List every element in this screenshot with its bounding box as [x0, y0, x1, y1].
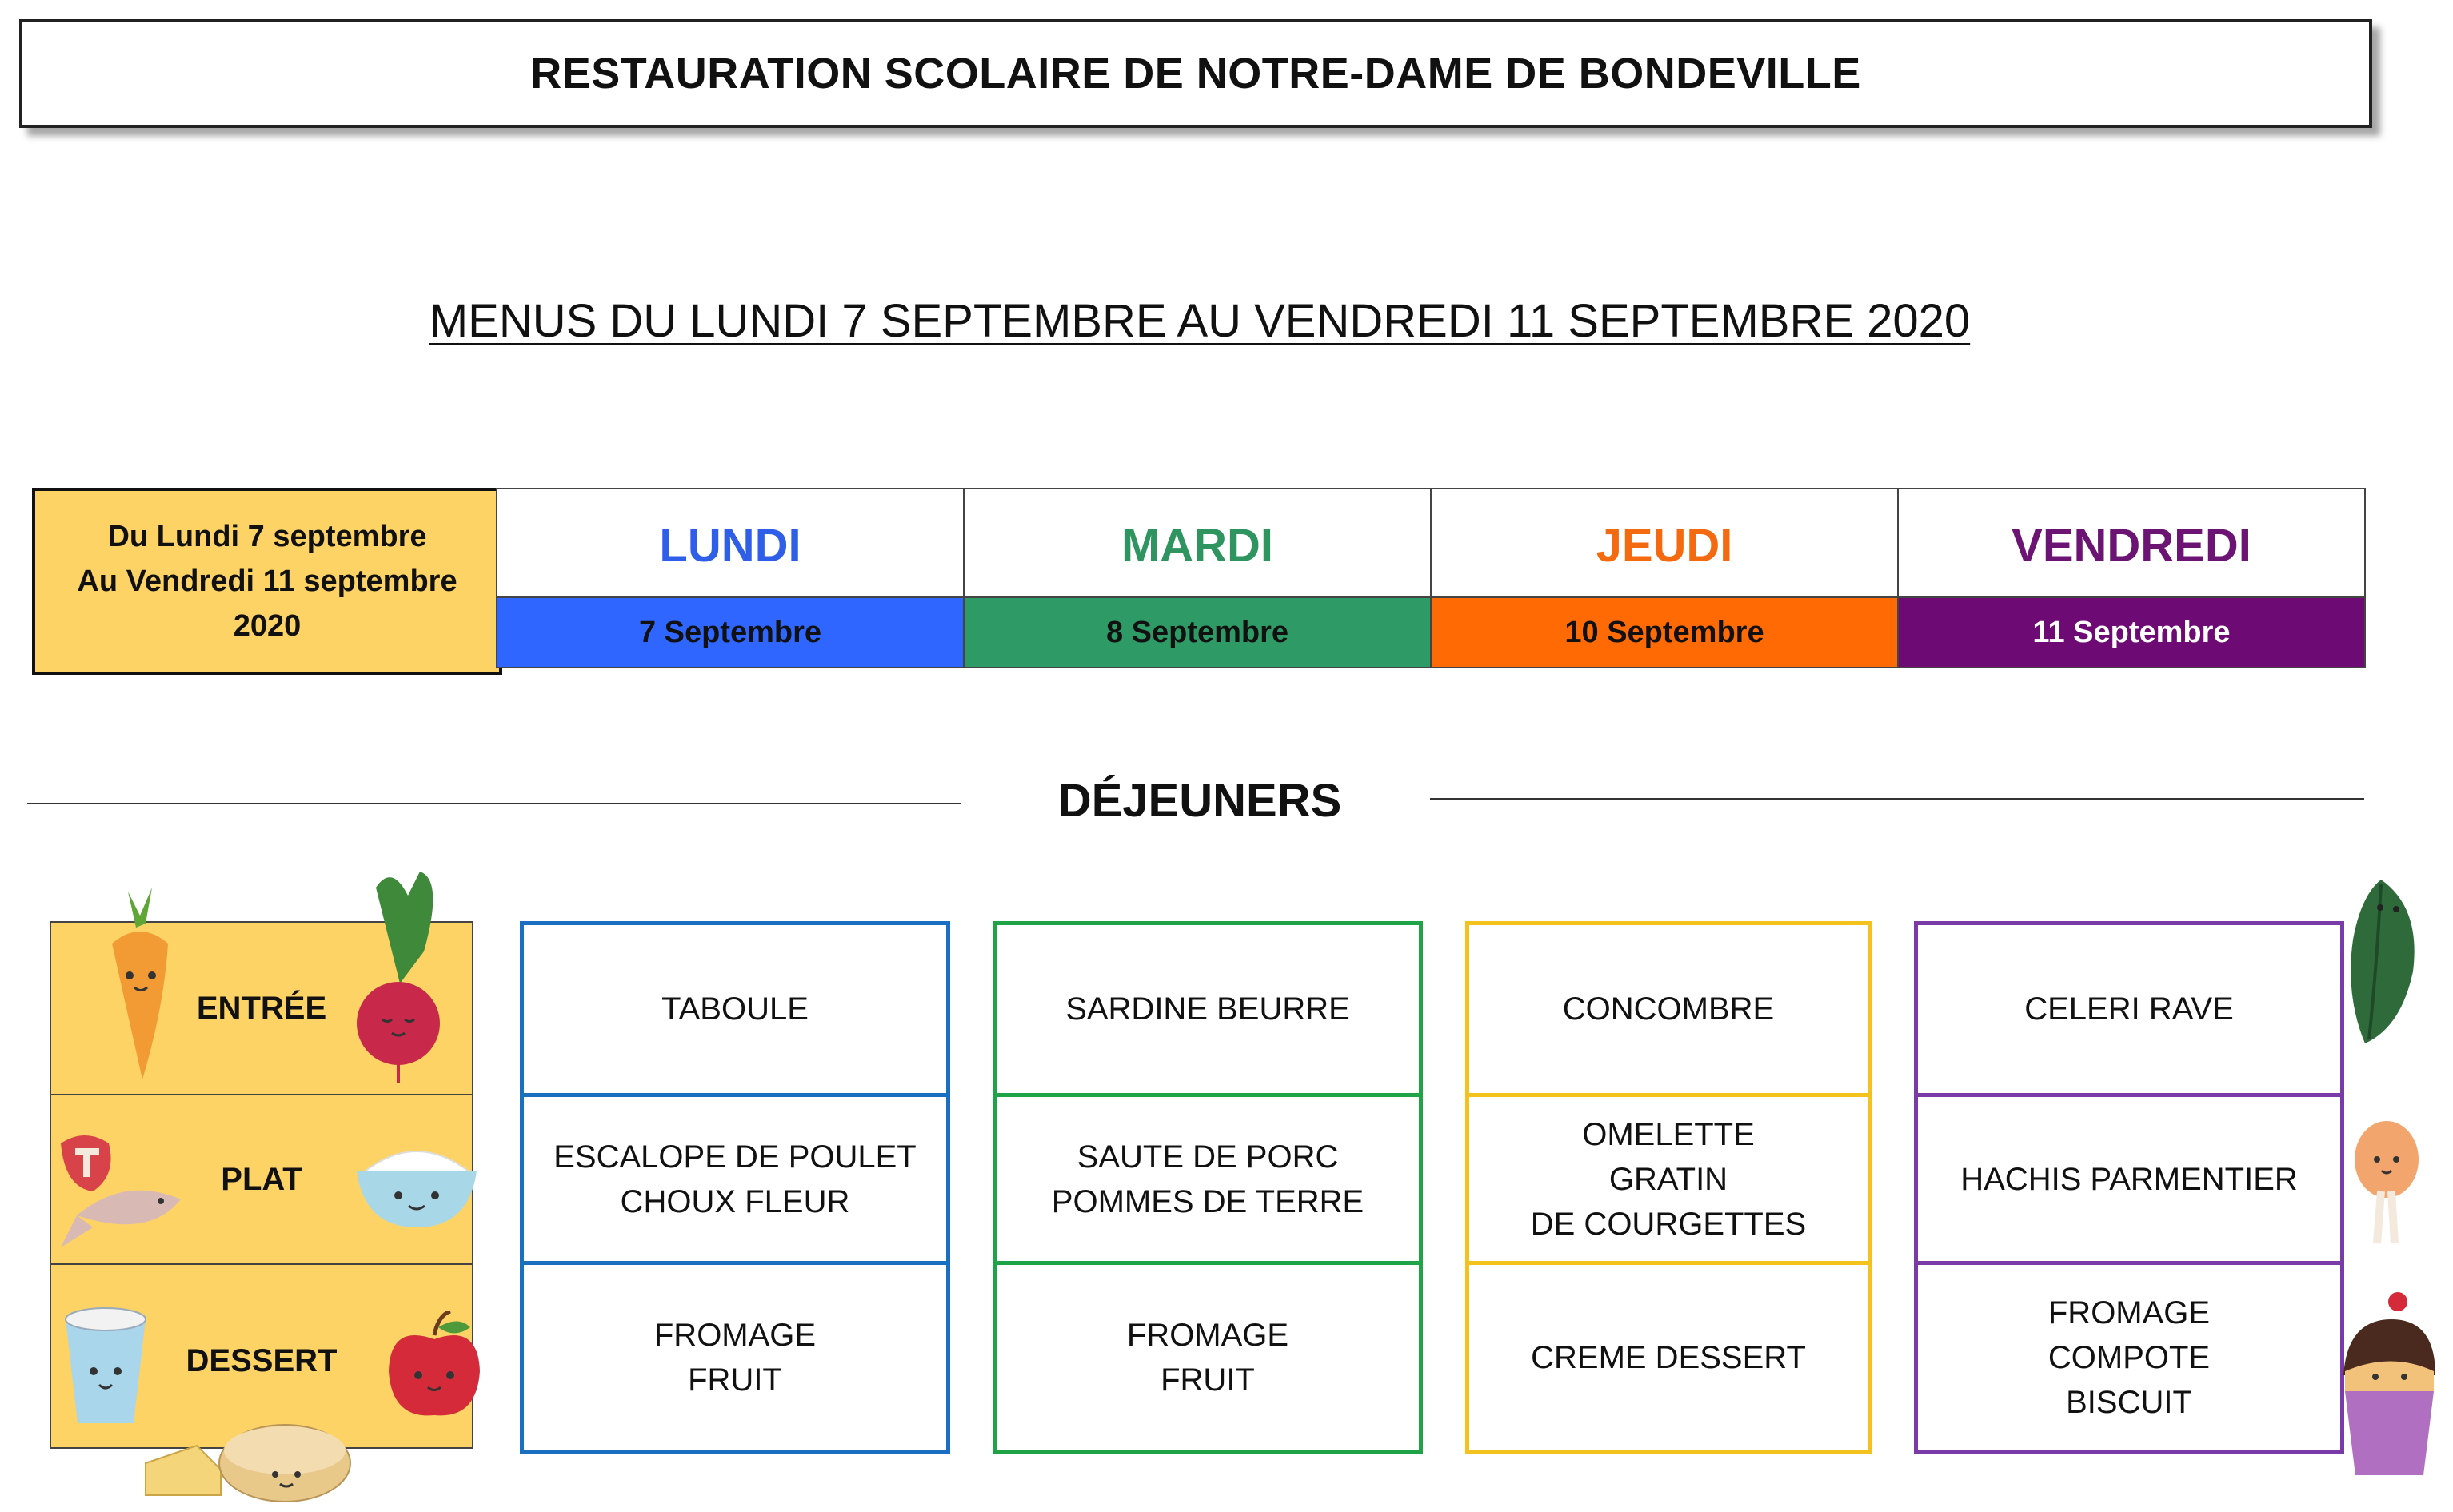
cupcake-icon — [2335, 1287, 2439, 1479]
menu-plat — [1918, 1097, 2340, 1261]
apple-icon — [382, 1311, 486, 1423]
divider-right — [1430, 798, 2364, 800]
menu-subtitle: MENUS DU LUNDI 7 SEPTEMBRE AU VENDREDI 11 SEPTEMBRE 2020 — [429, 295, 1971, 347]
day-date: 7 Septembre — [497, 596, 963, 667]
menu-box-mardi — [993, 921, 1423, 1454]
week-range-line1: Du Lundi 7 septembre — [107, 520, 427, 553]
menu-line: FROMAGE — [2047, 1295, 2211, 1330]
menu-entree — [1918, 925, 2340, 1093]
menu-entree — [524, 925, 946, 1093]
menu-dessert — [1469, 1265, 1868, 1450]
menu-line: SARDINE BEURRE — [1065, 991, 1350, 1027]
menu-box-jeudi — [1465, 921, 1872, 1454]
menu-dessert — [524, 1265, 946, 1450]
day-name: VENDREDI — [2012, 519, 2251, 572]
menu-plat — [1469, 1097, 1868, 1261]
day-column-lundi — [496, 488, 965, 668]
day-name: JEUDI — [1596, 519, 1733, 572]
menu-line: POMMES DE TERRE — [1051, 1183, 1364, 1219]
menu-line: CREME DESSERT — [1531, 1339, 1806, 1375]
category-entree: ENTRÉE — [196, 990, 327, 1026]
menu-plat — [997, 1097, 1419, 1261]
rice-bowl-icon — [349, 1135, 485, 1231]
menu-line: BISCUIT — [2066, 1384, 2192, 1420]
menu-line: FROMAGE — [1126, 1317, 1289, 1353]
menu-line: COMPOTE — [2047, 1339, 2211, 1375]
day-column-jeudi — [1430, 488, 1899, 668]
page-title: RESTAURATION SCOLAIRE DE NOTRE-DAME DE BONDEVILLE — [530, 50, 1861, 98]
divider-left — [27, 803, 961, 804]
menu-line: OMELETTE — [1582, 1116, 1755, 1152]
menu-line: CONCOMBRE — [1562, 991, 1775, 1027]
radish-icon — [344, 864, 456, 1087]
yogurt-icon — [58, 1295, 154, 1431]
menu-line: SAUTE DE PORC — [1077, 1139, 1339, 1175]
menu-line: CHOUX FLEUR — [620, 1183, 850, 1219]
category-dessert: DESSERT — [186, 1342, 338, 1378]
menu-line: ESCALOPE DE POULET — [553, 1139, 917, 1175]
day-column-vendredi — [1897, 488, 2366, 668]
menu-entree — [1469, 925, 1868, 1093]
day-name: MARDI — [1121, 519, 1274, 572]
menu-line: FRUIT — [688, 1362, 782, 1398]
menu-box-lundi — [520, 921, 950, 1454]
week-range-box — [32, 488, 502, 675]
chicken-leg-icon — [2345, 1111, 2421, 1255]
menu-line: GRATIN — [1608, 1161, 1728, 1197]
menu-line: FRUIT — [1161, 1362, 1255, 1398]
menu-line: CELERI RAVE — [2024, 991, 2234, 1027]
carrot-icon — [96, 888, 184, 1087]
meat-fish-icon — [53, 1127, 197, 1263]
day-name: LUNDI — [659, 519, 801, 572]
menu-dessert — [1918, 1265, 2340, 1450]
week-range-line2: Au Vendredi 11 septembre — [77, 565, 457, 598]
section-title: DÉJEUNERS — [1057, 775, 1342, 827]
menu-box-vendredi — [1914, 921, 2344, 1454]
menu-dessert — [997, 1265, 1419, 1450]
day-date: 11 Septembre — [1899, 596, 2364, 667]
menu-line: TABOULE — [661, 991, 809, 1027]
spinach-icon — [2345, 876, 2421, 1047]
header-box — [19, 19, 2372, 128]
day-date: 8 Septembre — [965, 596, 1430, 667]
menu-plat — [524, 1097, 946, 1261]
menu-line: FROMAGE — [653, 1317, 817, 1353]
week-range-line3: 2020 — [233, 609, 302, 643]
menu-line: DE COURGETTES — [1530, 1206, 1807, 1242]
day-date: 10 Septembre — [1432, 596, 1897, 667]
menu-line: HACHIS PARMENTIER — [1960, 1161, 2298, 1197]
menu-entree — [997, 925, 1419, 1093]
cheese-icon — [141, 1407, 357, 1507]
category-plat: PLAT — [221, 1161, 302, 1197]
day-column-mardi — [963, 488, 1432, 668]
